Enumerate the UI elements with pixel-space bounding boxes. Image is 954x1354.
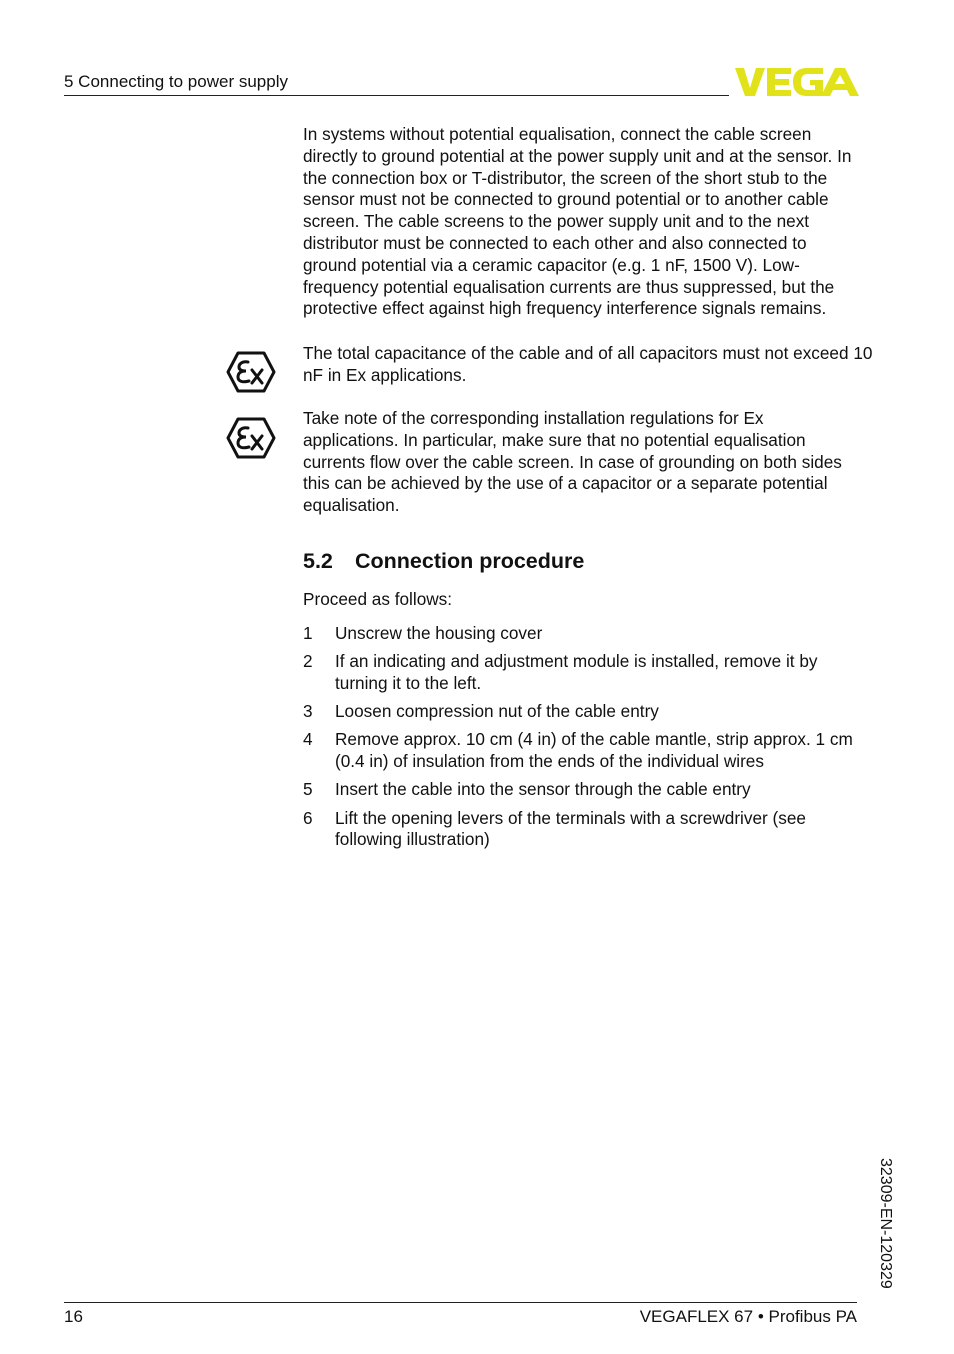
paragraph-ex-capacitance: The total capacitance of the cable and of all capacitors must not exceed 10 nF in Ex applications. bbox=[303, 343, 873, 385]
step-text: Insert the cable into the sensor through the cable entry bbox=[335, 779, 751, 800]
step-number: 5 bbox=[303, 779, 313, 800]
step-number: 6 bbox=[303, 807, 313, 828]
list-item bbox=[303, 701, 863, 723]
list-item bbox=[303, 779, 863, 801]
step-text: Unscrew the housing cover bbox=[335, 623, 543, 643]
section-intro: Proceed as follows: bbox=[303, 589, 453, 609]
header-section-title: 5 Connecting to power supply bbox=[64, 72, 288, 91]
step-number: 2 bbox=[303, 651, 313, 672]
section-heading bbox=[303, 548, 584, 574]
list-item bbox=[303, 651, 863, 695]
paragraph-ex-regulations: Take note of the corresponding installation regulations for Ex applications. In particular, make sure that no potential equalisation currents flow over the cable screen. In case of grounding on both sides this can be achieved by the use of a capacitor or a separate potential equalisation. bbox=[303, 408, 842, 516]
step-number: 4 bbox=[303, 729, 313, 750]
footer-divider bbox=[64, 1302, 857, 1303]
document-code: 32309-EN-120329 bbox=[877, 1158, 894, 1289]
step-text: If an indicating and adjustment module is installed, remove it by turning it to the left. bbox=[335, 651, 818, 693]
paragraph-potential-equalisation: In systems without potential equalisation, connect the cable screen directly to ground potential at the power supply unit and at the sensor. In the connection box or T-distributor, the screen of the short stub to the sensor must not be connected to ground potential or to another cable screen. The cable screens to the power supply unit and to the next distributor must be connected to each other and also connected to ground potential via a ceramic capacitor (e.g. 1 nF, 1500 V). Low-frequency potential equalisation currents are thus suppressed, but the protective effect against high frequency interference signals remains. bbox=[303, 124, 852, 319]
footer-product-name: VEGAFLEX 67 • Profibus PA bbox=[639, 1307, 857, 1326]
step-text: Lift the opening levers of the terminals with a screwdriver (see following illustration) bbox=[335, 807, 806, 850]
step-text: Remove approx. 10 cm (4 in) of the cable mantle, strip approx. 1 cm (0.4 in) of insulation from the ends of the individual wires bbox=[335, 729, 853, 772]
step-text: Loosen compression nut of the cable entry bbox=[335, 701, 659, 722]
section-title: Connection procedure bbox=[355, 549, 585, 573]
list-item bbox=[303, 729, 863, 773]
list-item bbox=[303, 808, 863, 852]
step-number: 1 bbox=[303, 623, 313, 643]
ex-hazard-icon bbox=[226, 351, 276, 393]
procedure-steps bbox=[303, 623, 863, 858]
section-number: 5.2 bbox=[303, 549, 333, 573]
page-number: 16 bbox=[64, 1307, 83, 1326]
ex-hazard-icon bbox=[226, 417, 276, 459]
list-item bbox=[303, 623, 863, 645]
step-number: 3 bbox=[303, 701, 313, 722]
header-divider bbox=[64, 95, 729, 96]
vega-logo bbox=[735, 66, 859, 98]
